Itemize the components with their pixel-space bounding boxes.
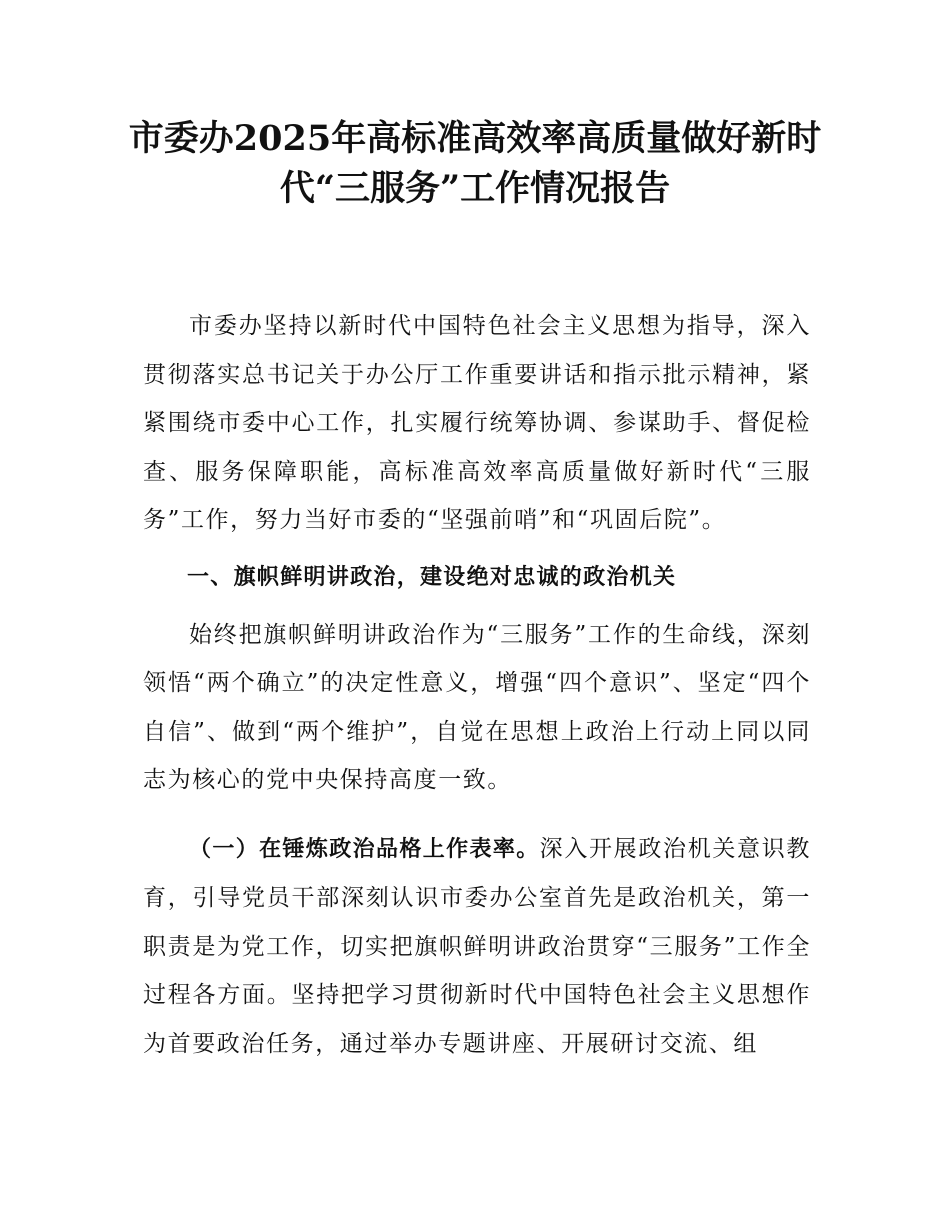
document-body [143, 302, 811, 1068]
item-1-paragraph [143, 825, 811, 1069]
intro-paragraph: 市委办坚持以新时代中国特色社会主义思想为指导，深入贯彻落实总书记关于办公厅工作重要讲话和指示批示精神，紧紧围绕市委中心工作，扎实履行统筹协调、参谋助手、督促检查、服务保障职能，高标准高效率高质量做好新时代“三服务”工作，努力当好市委的“坚强前哨”和“巩固后院”。 [143, 313, 811, 533]
section-1-paragraph: 始终把旗帜鲜明讲政治作为“三服务”工作的生命线，深刻领悟“两个确立”的决定性意义，增强“四个意识”、坚定“四个自信”、做到“两个维护”，自觉在思想上政治上行动上同以同志为核心的党中央保持高度一致。 [143, 621, 811, 793]
document-title [100, 114, 850, 214]
title-line-1: 市委办2025年高标准高效率高质量做好新时 [128, 118, 822, 159]
section-heading-1: 一、旗帜鲜明讲政治，建设绝对忠诚的政治机关 [187, 564, 677, 590]
paragraph-gap [143, 805, 811, 825]
item-1-text: 深入开展政治机关意识教育，引导党员干部深刻认识市委办公室首先是政治机关，第一职责是为党工作，切实把旗帜鲜明讲政治贯穿“三服务”工作全过程各方面。坚持把学习贯彻新时代中国特色社会主义思想作为首要政治任务，通过举办专题讲座、开展研讨交流、组 [143, 835, 811, 1057]
title-line-2: 代“三服务”工作情况报告 [279, 168, 671, 209]
item-1-lead: （一）在锤炼政治品格上作表率。 [189, 836, 540, 862]
